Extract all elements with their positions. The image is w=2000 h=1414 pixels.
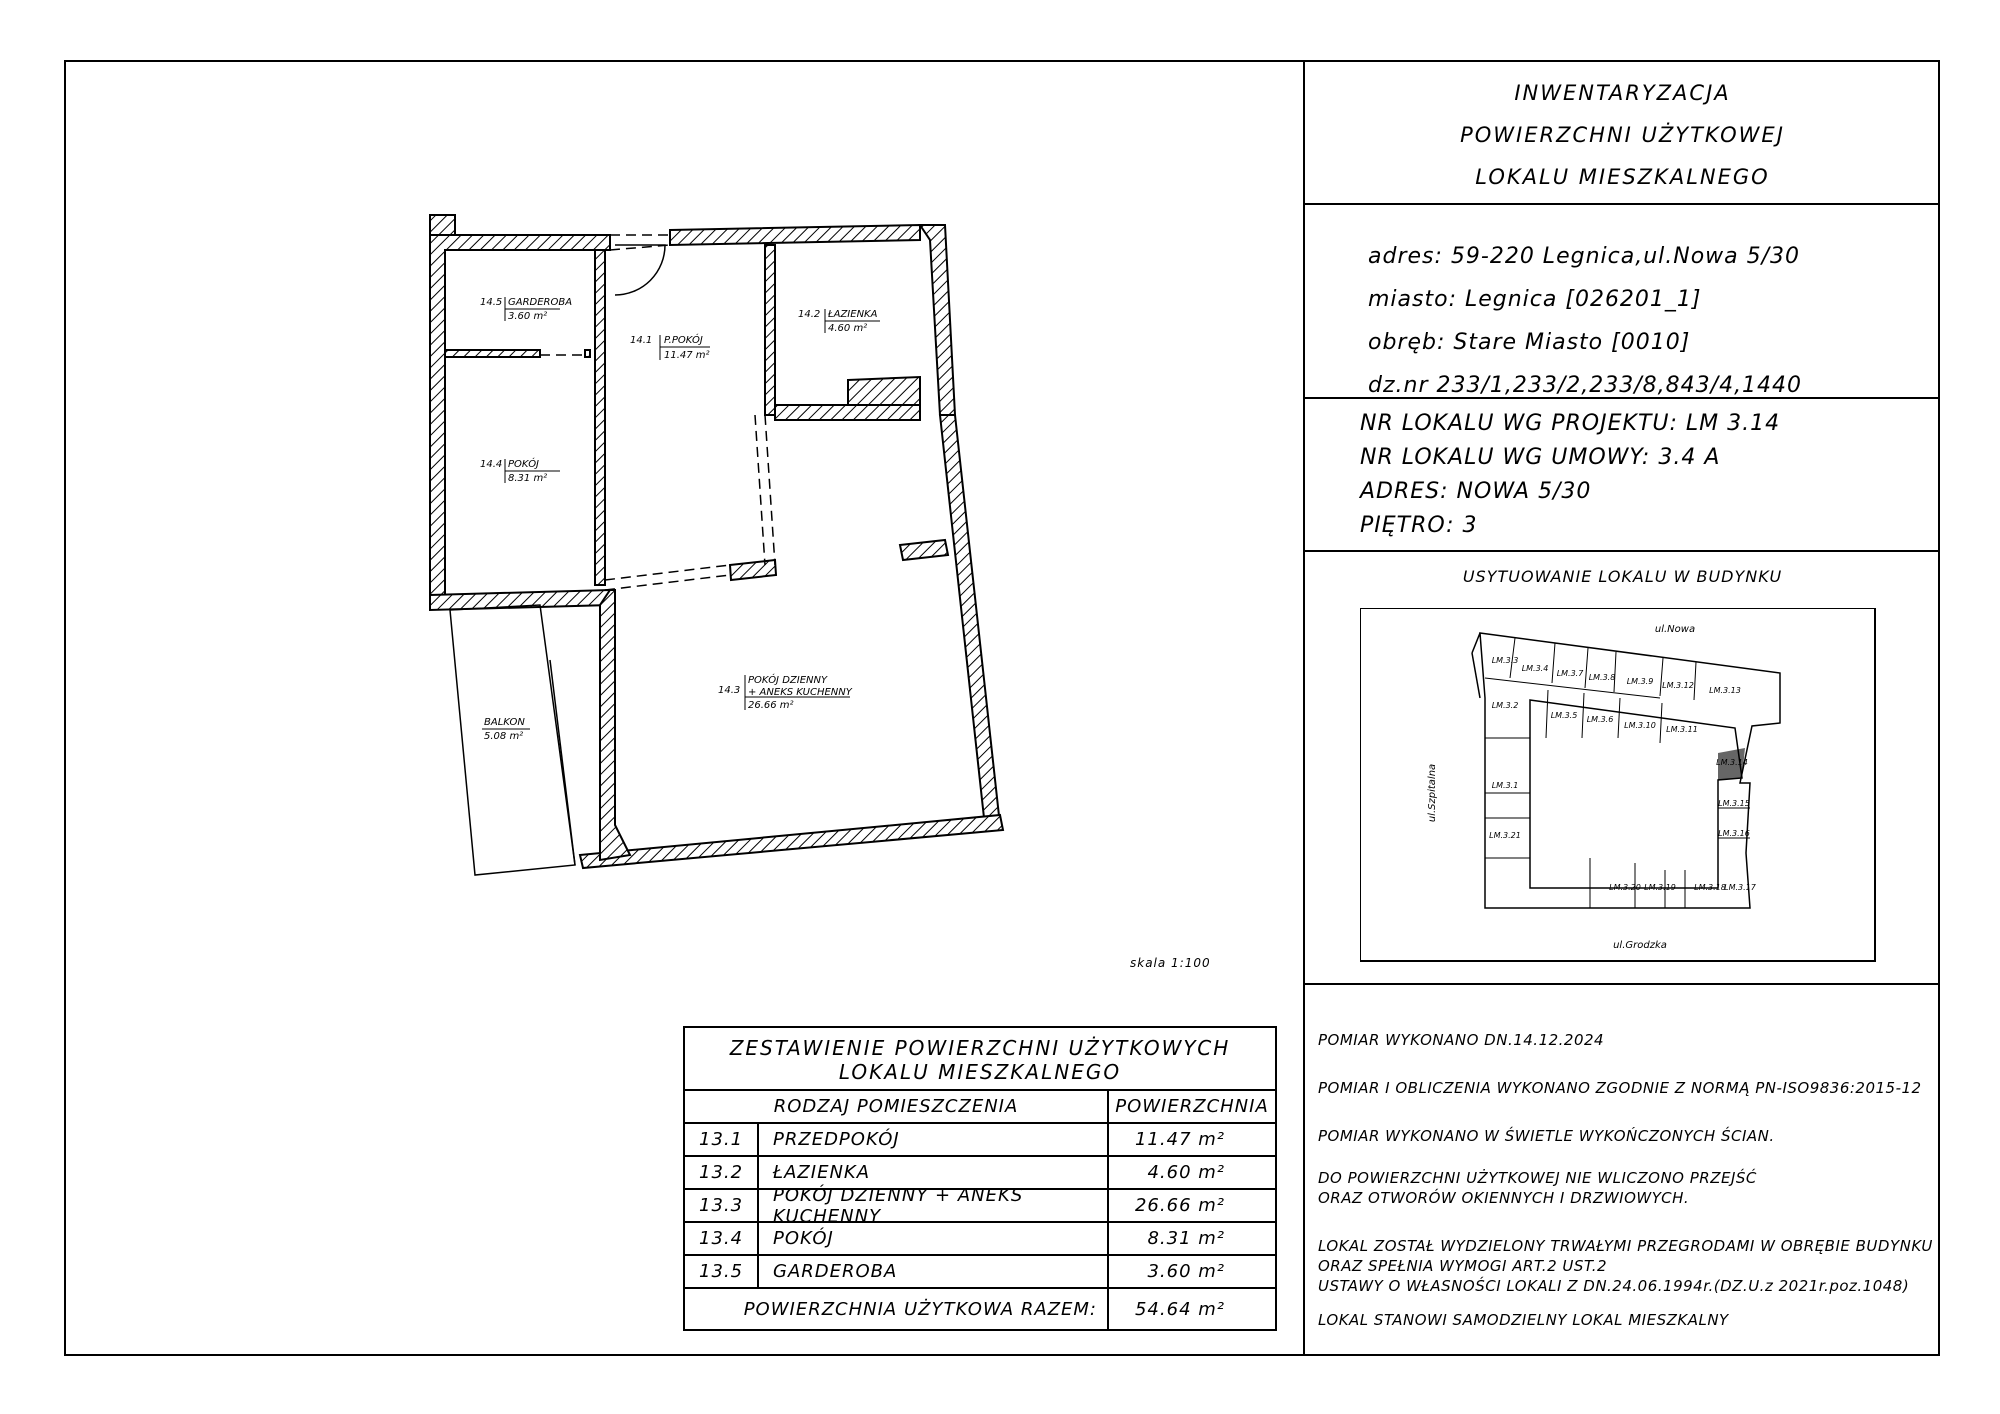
unit-info-block xyxy=(1360,407,1780,543)
room-area: 11.47 m² xyxy=(664,350,710,361)
room-number: 14.5 xyxy=(480,297,503,308)
table-row xyxy=(685,1124,1275,1157)
row-name: GARDEROBA xyxy=(759,1256,1109,1287)
floor-plan xyxy=(400,205,1020,905)
row-name: PRZEDPOKÓJ xyxy=(759,1124,1109,1155)
key-unit-label: LM.3.8 xyxy=(1588,673,1616,682)
room-name: GARDEROBA xyxy=(508,297,573,308)
key-unit-label: LM.3.16 xyxy=(1718,829,1750,838)
key-unit-label: LM.3.9 xyxy=(1626,677,1654,686)
key-unit-label: LM.3.6 xyxy=(1586,715,1614,724)
key-unit-label: LM.3.11 xyxy=(1666,725,1698,734)
key-street-bottom: ul.Grodzka xyxy=(1613,940,1667,951)
note-legal-line3: USTAWY O WŁASNOŚCI LOKALI Z DN.24.06.1994r.(DZ.U.z 2021r.poz.1048) xyxy=(1318,1277,1910,1295)
room-name: BALKON xyxy=(484,717,525,728)
column-header-type: RODZAJ POMIESZCZENIA xyxy=(685,1091,1109,1122)
room-name-2: + ANEKS KUCHENNY xyxy=(748,687,852,698)
row-area: 8.31 m² xyxy=(1147,1228,1225,1249)
key-street-left: ul.Szpitalna xyxy=(1427,763,1438,823)
key-street-top: ul.Nowa xyxy=(1654,624,1696,635)
divider-line xyxy=(1303,203,1940,205)
room-number: 14.1 xyxy=(630,335,653,346)
room-area: 26.66 m² xyxy=(748,700,794,711)
row-name: POKÓJ DZIENNY + ANEKS KUCHENNY xyxy=(759,1190,1109,1221)
divider-line xyxy=(1303,983,1940,985)
area-summary-table xyxy=(683,1026,1277,1331)
row-number: 13.3 xyxy=(685,1190,759,1221)
table-title-line2: LOKALU MIESZKALNEGO xyxy=(838,1060,1122,1084)
row-number: 13.5 xyxy=(685,1256,759,1287)
room-area: 5.08 m² xyxy=(484,731,524,742)
title-line: POWIERZCHNI UŻYTKOWEJ xyxy=(1460,123,1785,147)
table-row xyxy=(685,1184,1275,1227)
key-unit-label: LM.3.13 xyxy=(1709,686,1741,695)
row-area: 11.47 m² xyxy=(1134,1129,1225,1150)
room-name: ŁAZIENKA xyxy=(828,309,878,320)
key-unit-label: LM.3.18 xyxy=(1694,883,1726,892)
row-name: ŁAZIENKA xyxy=(759,1157,1109,1188)
note-legal-line1: LOKAL ZOSTAŁ WYDZIELONY TRWAŁYMI PRZEGRODAMI W OBRĘBIE BUDYNKU xyxy=(1318,1237,1933,1255)
note-excluded-line1: DO POWIERZCHNI UŻYTKOWEJ NIE WLICZONO PRZEJŚĆ xyxy=(1318,1169,1757,1187)
scale-label: skala 1:100 xyxy=(1130,956,1211,970)
room-number: 14.3 xyxy=(718,685,741,696)
table-title xyxy=(685,1028,1275,1091)
key-unit-label: LM.3.1 xyxy=(1491,781,1519,790)
key-unit-label: LM.3.17 xyxy=(1724,883,1756,892)
address-line: adres: 59-220 Legnica,ul.Nowa 5/30 xyxy=(1368,244,1801,269)
table-row xyxy=(685,1223,1275,1256)
key-unit-label: LM.3.12 xyxy=(1662,681,1694,690)
key-unit-label: LM.3.19 xyxy=(1644,883,1676,892)
unit-address: ADRES: NOWA 5/30 xyxy=(1360,479,1592,504)
key-unit-label: LM.3.15 xyxy=(1718,799,1750,808)
room-name: P.POKÓJ xyxy=(664,335,703,346)
key-unit-label: LM.3.10 xyxy=(1624,721,1656,730)
notes-block xyxy=(1318,1030,1933,1330)
table-total-row xyxy=(685,1289,1275,1329)
location-title: USYTUOWANIE LOKALU W BUDYNKU xyxy=(1462,567,1783,586)
title-block-divider xyxy=(1303,60,1305,1356)
key-unit-label: LM.3.20 xyxy=(1609,883,1641,892)
key-unit-label: LM.3.2 xyxy=(1491,701,1519,710)
note-legal-line2: ORAZ SPEŁNIA WYMOGI ART.2 UST.2 xyxy=(1318,1257,1608,1275)
room-area: 3.60 m² xyxy=(508,311,548,322)
city-line: miasto: Legnica [026201_1] xyxy=(1368,287,1702,312)
note-standard: POMIAR I OBLICZENIA WYKONANO ZGODNIE Z NORMĄ PN-ISO9836:2015-12 xyxy=(1318,1079,1922,1097)
total-label: POWIERZCHNIA UŻYTKOWA RAZEM: xyxy=(685,1289,1109,1329)
row-number: 13.2 xyxy=(685,1157,759,1188)
total-value: 54.64 m² xyxy=(1134,1298,1225,1320)
room-number: 14.2 xyxy=(798,309,821,320)
table-header-row xyxy=(685,1091,1275,1124)
key-unit-label: LM.3.4 xyxy=(1521,664,1549,673)
row-area: 3.60 m² xyxy=(1147,1261,1225,1282)
title-line: INWENTARYZACJA xyxy=(1514,81,1731,105)
key-unit-label: LM.3.7 xyxy=(1556,669,1584,678)
note-independent-unit: LOKAL STANOWI SAMODZIELNY LOKAL MIESZKALNY xyxy=(1318,1311,1729,1329)
key-unit-label: LM.3.21 xyxy=(1489,831,1521,840)
room-area: 8.31 m² xyxy=(508,473,548,484)
row-name: POKÓJ xyxy=(759,1223,1109,1254)
precinct-line: obręb: Stare Miasto [0010] xyxy=(1368,330,1691,355)
table-title-line1: ZESTAWIENIE POWIERZCHNI UŻYTKOWYCH xyxy=(729,1036,1231,1060)
row-number: 13.4 xyxy=(685,1223,759,1254)
key-unit-label: LM.3.14 xyxy=(1716,758,1748,767)
note-excluded-line2: ORAZ OTWORÓW OKIENNYCH I DRZWIOWYCH. xyxy=(1318,1189,1690,1207)
note-measurement-date: POMIAR WYKONANO DN.14.12.2024 xyxy=(1318,1031,1605,1049)
divider-line xyxy=(1303,550,1940,552)
location-key-plan xyxy=(1360,608,1876,963)
address-block xyxy=(1368,235,1802,407)
table-row xyxy=(685,1256,1275,1289)
key-unit-label: LM.3.3 xyxy=(1491,656,1519,665)
document-title xyxy=(1305,72,1940,198)
unit-contract-number: NR LOKALU WG UMOWY: 3.4 A xyxy=(1360,445,1721,470)
row-area: 4.60 m² xyxy=(1147,1162,1225,1183)
room-name: POKÓJ xyxy=(508,459,540,470)
parcel-line: dz.nr 233/1,233/2,233/8,843/4,1440 xyxy=(1368,373,1803,398)
room-name: POKÓJ DZIENNY xyxy=(748,675,828,686)
unit-floor: PIĘTRO: 3 xyxy=(1360,513,1478,538)
room-number: 14.4 xyxy=(480,459,503,470)
key-unit-label: LM.3.5 xyxy=(1550,711,1578,720)
row-area: 26.66 m² xyxy=(1134,1195,1225,1216)
unit-project-number: NR LOKALU WG PROJEKTU: LM 3.14 xyxy=(1360,411,1781,436)
row-number: 13.1 xyxy=(685,1124,759,1155)
note-finished-walls: POMIAR WYKONANO W ŚWIETLE WYKOŃCZONYCH ŚCIAN. xyxy=(1318,1127,1775,1145)
column-header-area: POWIERZCHNIA xyxy=(1115,1096,1269,1117)
title-line: LOKALU MIESZKALNEGO xyxy=(1475,165,1770,189)
room-area: 4.60 m² xyxy=(828,323,868,334)
